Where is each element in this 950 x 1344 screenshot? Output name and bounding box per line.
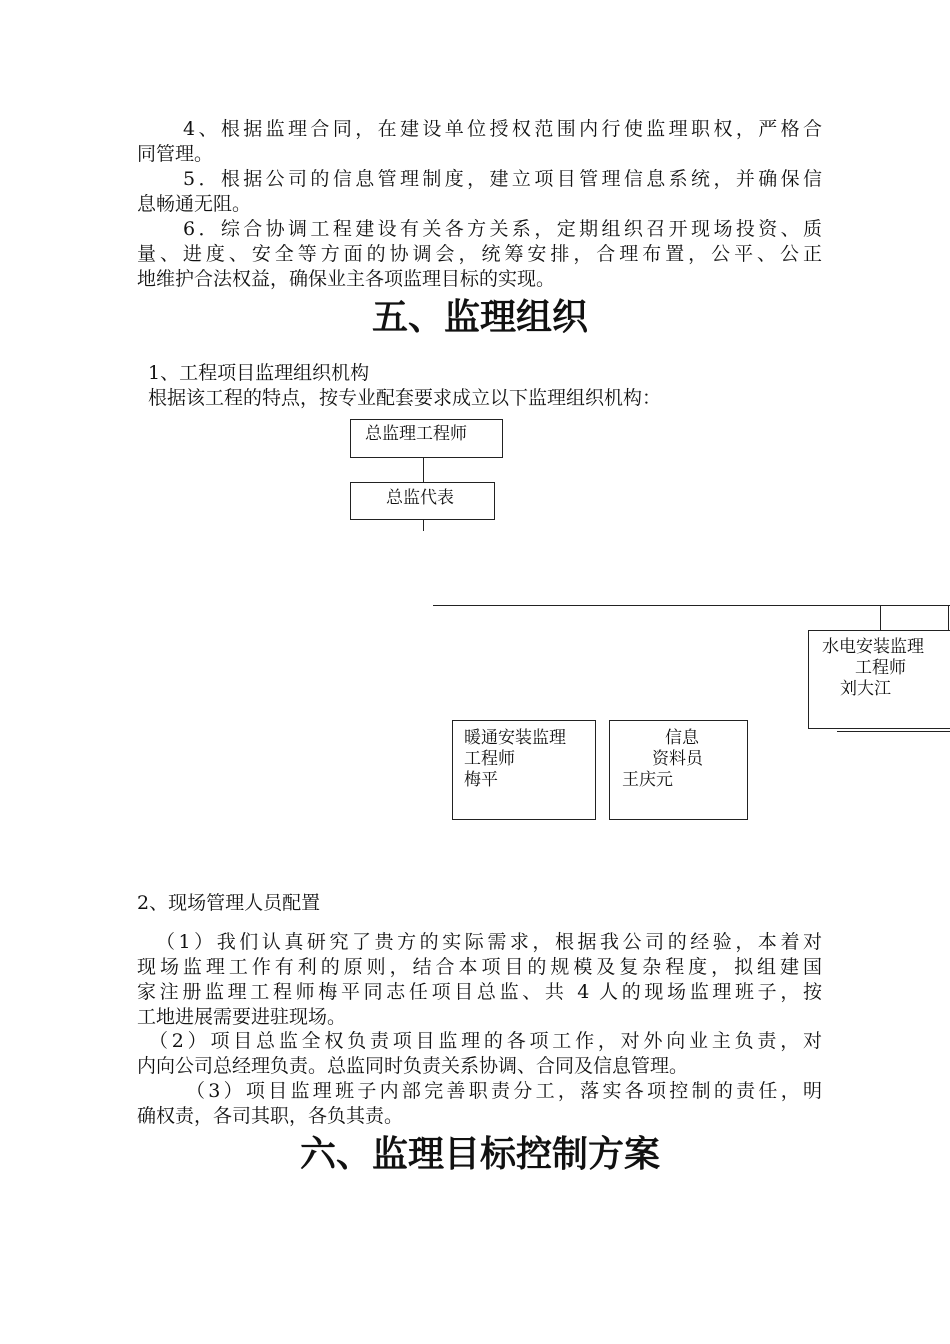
section-heading-6: 六、监理目标控制方案 — [299, 1134, 660, 1175]
staffing-2-line-2: 内向公司总经理负责。总监同时负责关系协调、合同及信息管理。 — [137, 1055, 689, 1077]
subsection-1-title: 1、工程项目监理组织机构 — [148, 362, 370, 384]
org-water-electric-line2: 工程师 — [855, 658, 906, 678]
para-6-line-3: 地维护合法权益，确保业主各项监理目标的实现。 — [137, 268, 556, 290]
org-info-line1: 信息 — [665, 728, 699, 748]
org-box-water-electric — [808, 630, 950, 729]
org-water-electric-line3: 刘大江 — [840, 679, 891, 699]
org-info-line2: 资料员 — [652, 749, 703, 769]
staffing-3-line-2: 确权责，各司其职，各负其责。 — [137, 1105, 404, 1127]
org-connector-deputy-stub — [423, 520, 424, 531]
org-deputy-label: 总监代表 — [386, 488, 454, 508]
subsection-1-intro: 根据该工程的特点，按专业配套要求成立以下监理组织机构： — [148, 387, 662, 409]
para-6-line-1: 6．综合协调工程建设有关各方关系，定期组织召开现场投资、质 — [183, 218, 822, 240]
org-connector-chief-deputy — [423, 458, 424, 482]
org-hvac-line3: 梅平 — [464, 770, 498, 790]
para-5-line-2: 息畅通无阻。 — [137, 193, 252, 215]
org-box-hvac — [452, 720, 596, 820]
staffing-2-line-1: （2）项目总监全权负责项目监理的各项工作，对外向业主负责，对 — [149, 1030, 822, 1052]
section-heading-5: 五、监理组织 — [371, 297, 588, 338]
staffing-3-line-1: （3）项目监理班子内部完善职责分工，落实各项控制的责任，明 — [186, 1080, 822, 1102]
org-horizontal-branch — [433, 605, 950, 606]
subsection-2-title: 2、现场管理人员配置 — [137, 892, 321, 914]
org-box-chief — [350, 419, 503, 458]
org-water-electric-line1: 水电安装监理 — [822, 637, 924, 657]
org-box-deputy — [350, 482, 495, 520]
org-chief-label: 总监理工程师 — [365, 424, 467, 444]
para-4-line-1: 4、根据监理合同，在建设单位授权范围内行使监理职权，严格合 — [183, 118, 822, 140]
org-box-info — [609, 720, 748, 820]
org-info-line3: 王庆元 — [622, 770, 673, 790]
org-hvac-line1: 暖通安装监理 — [464, 728, 566, 748]
para-5-line-1: 5．根据公司的信息管理制度，建立项目管理信息系统，并确保信 — [183, 168, 822, 190]
org-hvac-line2: 工程师 — [464, 749, 515, 769]
para-4-line-2: 同管理。 — [137, 143, 214, 165]
para-6-line-2: 量、进度、安全等方面的协调会，统筹安排，合理布置，公平、公正 — [137, 243, 822, 265]
org-branch-drop-1 — [880, 605, 881, 630]
staffing-1-line-4: 工地进展需要进驻现场。 — [137, 1006, 347, 1028]
staffing-1-line-3: 家注册监理工程师梅平同志任项目总监、共 4 人的现场监理班子，按 — [137, 981, 822, 1003]
org-box-water-electric-shadow — [837, 731, 950, 732]
org-branch-drop-2 — [948, 605, 949, 630]
staffing-1-line-2: 现场监理工作有利的原则，结合本项目的规模及复杂程度，拟组建国 — [137, 956, 822, 978]
staffing-1-line-1: （1）我们认真研究了贵方的实际需求，根据我公司的经验，本着对 — [156, 931, 822, 953]
